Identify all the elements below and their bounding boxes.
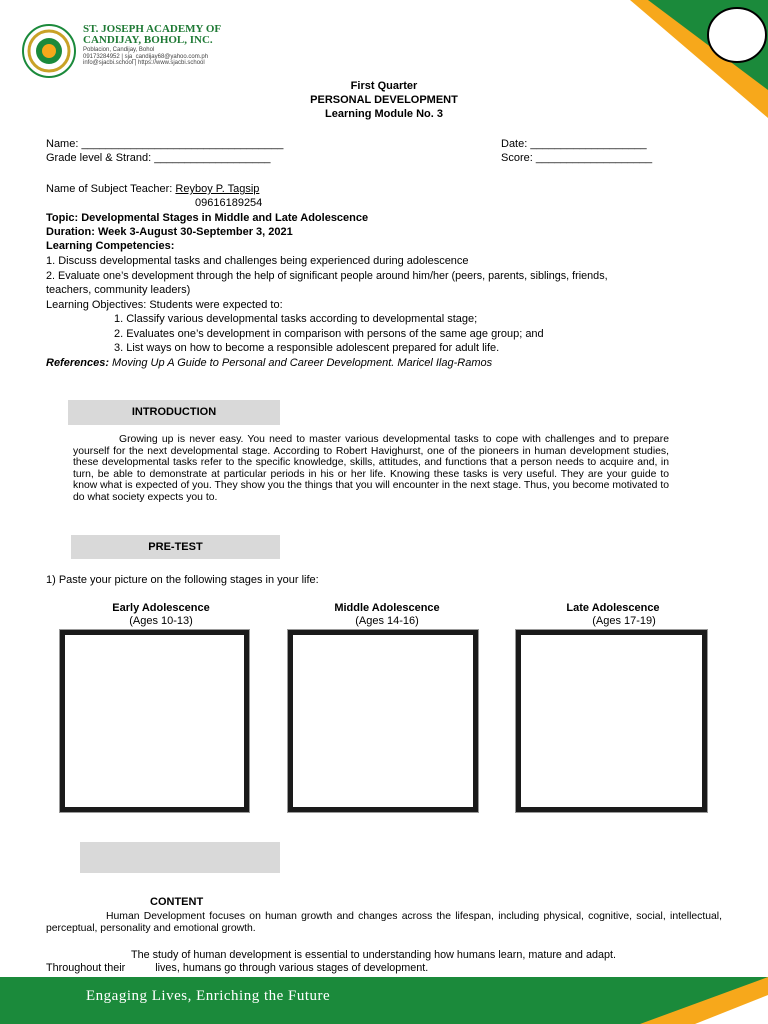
objective-item: 1. Classify various developmental tasks according to developmental stage; [114, 313, 478, 325]
school-web: info@sjacbi.school | https://www.sjacbi.school [83, 60, 205, 66]
stage-middle [302, 602, 472, 628]
references-label: References: [46, 357, 109, 369]
pretest-heading: PRE-TEST [71, 535, 280, 559]
subject-label: PERSONAL DEVELOPMENT [310, 94, 458, 106]
stage-ages: (Ages 14-16) [355, 615, 419, 627]
stage-name: Middle Adolescence [334, 602, 440, 614]
school-name-line1: ST. JOSEPH ACADEMY OF [83, 23, 222, 35]
footer-corner-decoration [600, 977, 768, 1024]
school-name-line2: CANDIJAY, BOHOL, INC. [83, 34, 213, 46]
objectives-heading: Learning Objectives: Students were expected to: [46, 299, 283, 311]
content-paragraph-2-cont: Throughout their lives, humans go through various stages of development. [46, 962, 429, 974]
teacher-label: Name of Subject Teacher: [46, 183, 176, 195]
content-paragraph-2: The study of human development is essential to understanding how humans learn, mature and adapt. [131, 949, 616, 961]
content-paragraph-1: Human Development focuses on human growth and changes across the lifespan, including physical, cognitive, social, intellectual, perceptual, personality and emotional growth. [46, 911, 722, 934]
stage-name: Late Adolescence [566, 602, 660, 614]
school-contact [83, 47, 208, 67]
objective-item: 2. Evaluates one’s development in comparison with persons of the same age group; and [114, 328, 544, 340]
pretest-instruction: 1) Paste your picture on the following stages in your life: [46, 574, 319, 586]
competencies-heading: Learning Competencies: [46, 240, 175, 252]
school-phone-email: 09173284952 | sja_candijay68@yahoo.com.ph [83, 53, 209, 60]
stage-late [528, 602, 698, 628]
teacher-line [46, 182, 259, 196]
topic: Topic: Developmental Stages in Middle and Late Adolescence [46, 212, 369, 224]
references [46, 356, 492, 370]
stage-name: Early Adolescence [112, 602, 210, 614]
quarter-label: First Quarter [350, 80, 418, 92]
photo-box-late[interactable] [516, 630, 707, 812]
date-field[interactable]: Date: ___________________ [501, 138, 647, 150]
stage-ages: (Ages 10-13) [129, 615, 193, 627]
competency-item-2: 2. Evaluate one’s development through the help of significant people around him/her (peers, parents, siblings, friends, [46, 270, 608, 282]
introduction-heading: INTRODUCTION [68, 400, 280, 425]
school-address: Poblacion, Candijay, Bohol [83, 47, 155, 53]
competency-item-1: 1. Discuss developmental tasks and challenges being experienced during adolescence [46, 255, 469, 267]
school-name [83, 24, 221, 46]
stage-ages: (Ages 17-19) [592, 615, 656, 627]
module-label: Learning Module No. 3 [325, 108, 443, 120]
introduction-text: Growing up is never easy. You need to master various developmental tasks to cope with challenges and to prepare yourself for the next developmental stage. According to Robert Havighurst, one of the pioneers in human development studies, these developmental tasks refer to the specific knowledge, skills, attitudes, and functions that a person needs to acquire and, in turn, be able to demonstrate at particular periods in his or her life. Knowing these tasks is very useful. They are your guide to know what is expected of you. They show you the things that you will encounter in the next stage. Thus, you become motivated to do what society expects you to. [73, 434, 669, 503]
teacher-name: Reyboy P. Tagsip [175, 183, 260, 195]
name-field[interactable]: Name: _________________________________ [46, 138, 284, 150]
teacher-phone: 09616189254 [195, 197, 263, 209]
photo-box-middle[interactable] [288, 630, 478, 812]
grade-strand-field[interactable]: Grade level & Strand: ___________________ [46, 152, 271, 164]
module-title [0, 79, 768, 121]
competency-item-2-cont: teachers, community leaders) [46, 284, 191, 296]
content-heading: CONTENT [150, 896, 204, 908]
school-seal-icon [22, 24, 76, 78]
duration: Duration: Week 3-August 30-September 3, 2021 [46, 226, 293, 238]
references-text: Moving Up A Guide to Personal and Career Development. Maricel Ilag-Ramos [108, 357, 493, 369]
photo-box-early[interactable] [60, 630, 249, 812]
blank-heading-box [80, 842, 280, 873]
stage-early [76, 602, 246, 628]
score-field[interactable]: Score: ___________________ [501, 152, 653, 164]
footer-slogan: Engaging Lives, Enriching the Future [86, 988, 331, 1004]
objective-item: 3. List ways on how to become a responsible adolescent prepared for adult life. [114, 342, 500, 354]
